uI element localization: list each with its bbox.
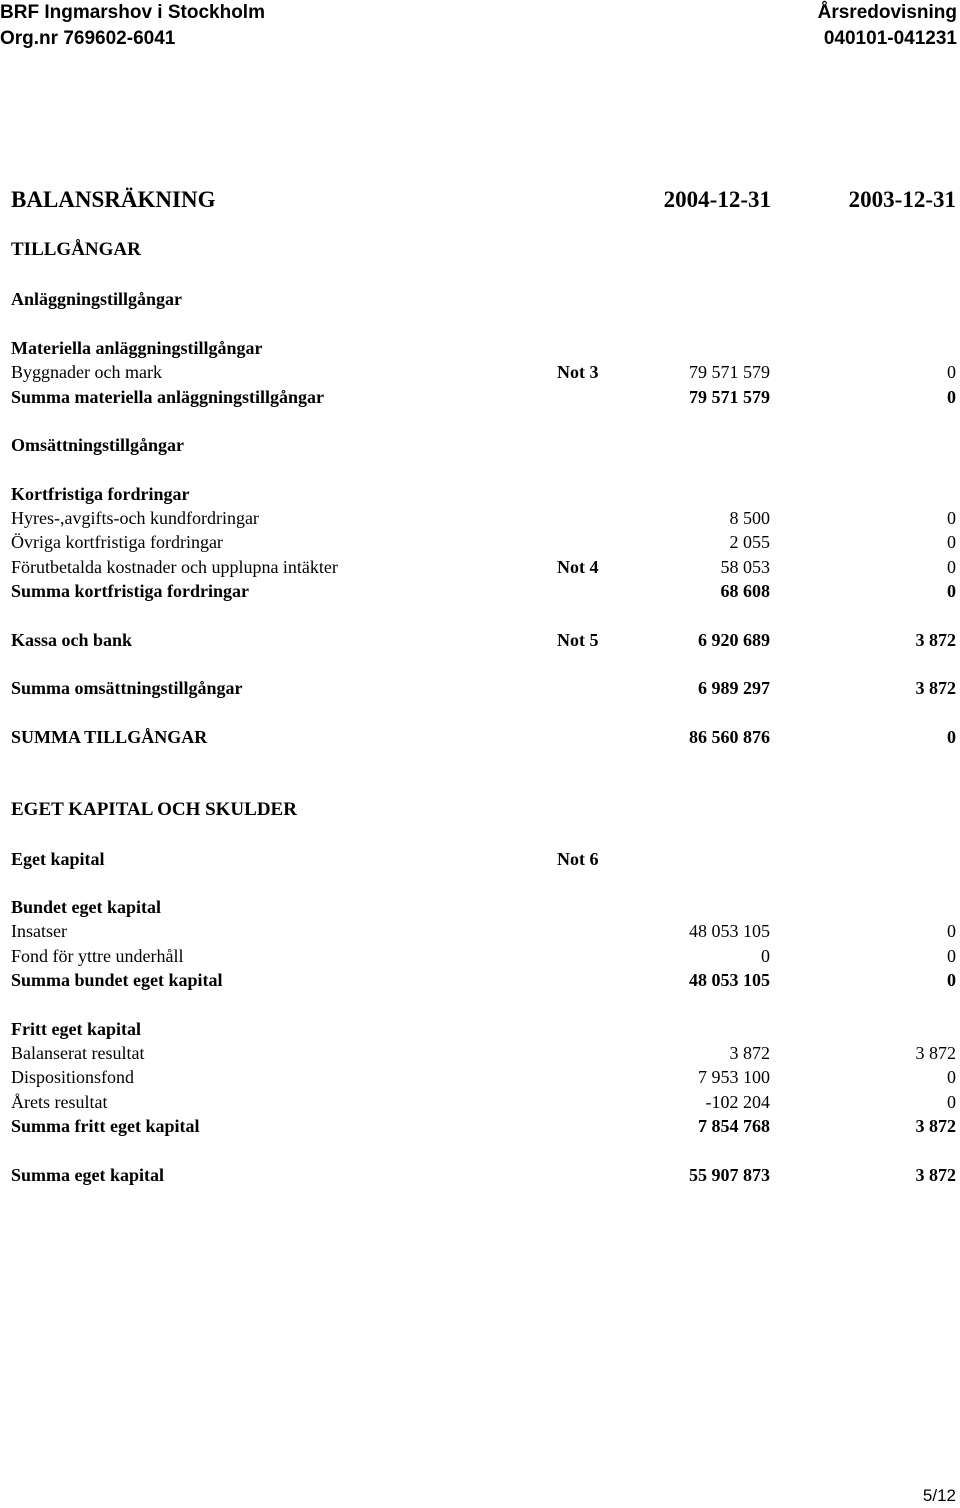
value-current-year: 2 055 xyxy=(729,532,770,552)
table-row xyxy=(11,361,956,383)
subtotal-row xyxy=(11,1115,956,1137)
row-label: Kassa och bank xyxy=(11,630,133,650)
note-reference: Not 6 xyxy=(557,849,599,869)
value-current-year: 6 989 297 xyxy=(698,678,770,698)
row-label: Materiella anläggningstillgångar xyxy=(11,338,263,358)
row-label: Summa omsättningstillgångar xyxy=(11,678,243,698)
note-reference: Not 5 xyxy=(557,630,599,650)
value-previous-year: 0 xyxy=(947,387,956,407)
row-label: Summa eget kapital xyxy=(11,1165,164,1185)
value-previous-year: 3 872 xyxy=(915,678,956,698)
row-label: SUMMA TILLGÅNGAR xyxy=(11,727,208,747)
subsection-heading-receivables xyxy=(11,483,956,505)
row-label: Övriga kortfristiga fordringar xyxy=(11,532,223,552)
total-row xyxy=(11,726,956,748)
row-label: Summa kortfristiga fordringar xyxy=(11,581,249,601)
column-header-current-year: 2004-12-31 xyxy=(663,187,771,212)
value-previous-year: 0 xyxy=(947,1092,956,1112)
balance-sheet-title: BALANSRÄKNING xyxy=(11,187,216,212)
value-current-year: 3 872 xyxy=(729,1043,770,1063)
value-previous-year: 3 872 xyxy=(915,1043,956,1063)
report-period: 040101-041231 xyxy=(823,28,957,49)
subtotal-row xyxy=(11,580,956,602)
row-label: Hyres-,avgifts-och kundfordringar xyxy=(11,508,259,528)
row-label: Kortfristiga fordringar xyxy=(11,484,190,504)
table-row xyxy=(11,556,956,578)
table-row xyxy=(11,1042,956,1064)
row-label: Insatser xyxy=(11,921,67,941)
value-previous-year: 0 xyxy=(947,532,956,552)
value-current-year: 7 854 768 xyxy=(698,1116,770,1136)
column-header-previous-year: 2003-12-31 xyxy=(848,187,956,212)
value-previous-year: 0 xyxy=(947,508,956,528)
value-previous-year: 0 xyxy=(947,946,956,966)
row-label: Summa fritt eget kapital xyxy=(11,1116,200,1136)
subsection-heading-tangible-assets xyxy=(11,337,956,359)
row-label: Förutbetalda kostnader och upplupna intäkter xyxy=(11,557,338,577)
subtotal-row xyxy=(11,677,956,699)
table-row xyxy=(11,1066,956,1088)
value-current-year: 55 907 873 xyxy=(689,1165,770,1185)
value-previous-year: 0 xyxy=(947,970,956,990)
value-current-year: -102 204 xyxy=(705,1092,770,1112)
row-label: Eget kapital xyxy=(11,849,105,869)
value-current-year: 8 500 xyxy=(729,508,770,528)
section-heading-fixed-assets xyxy=(11,288,956,310)
table-row xyxy=(11,1091,956,1113)
subsection-heading-restricted-equity xyxy=(11,896,956,918)
organization-name: BRF Ingmarshov i Stockholm xyxy=(0,2,265,23)
note-reference: Not 4 xyxy=(557,557,599,577)
value-previous-year: 3 872 xyxy=(915,1116,956,1136)
value-previous-year: 0 xyxy=(947,1067,956,1087)
value-previous-year: 3 872 xyxy=(915,1165,956,1185)
section-heading-equity xyxy=(11,848,956,870)
row-label: TILLGÅNGAR xyxy=(11,239,141,260)
value-current-year: 48 053 105 xyxy=(689,970,770,990)
section-heading-assets xyxy=(11,239,956,261)
table-row xyxy=(11,629,956,651)
row-label: Bundet eget kapital xyxy=(11,897,162,917)
row-label: Årets resultat xyxy=(11,1092,108,1112)
document-type: Årsredovisning xyxy=(817,2,957,23)
value-current-year: 86 560 876 xyxy=(689,727,770,747)
row-label: Fritt eget kapital xyxy=(11,1019,141,1039)
page-number: 5/12 xyxy=(922,1486,956,1505)
table-row xyxy=(11,920,956,942)
table-row xyxy=(11,945,956,967)
value-previous-year: 0 xyxy=(947,557,956,577)
value-current-year: 79 571 579 xyxy=(689,362,770,382)
value-previous-year: 3 872 xyxy=(915,630,956,650)
row-label: Fond för yttre underhåll xyxy=(11,946,184,966)
value-current-year: 48 053 105 xyxy=(689,921,770,941)
value-previous-year: 0 xyxy=(947,921,956,941)
total-row xyxy=(11,1164,956,1186)
row-label: Byggnader och mark xyxy=(11,362,162,382)
subsection-heading-unrestricted-equity xyxy=(11,1018,956,1040)
organization-number: Org.nr 769602-6041 xyxy=(0,28,176,49)
value-current-year: 6 920 689 xyxy=(698,630,770,650)
row-label: Summa bundet eget kapital xyxy=(11,970,223,990)
value-previous-year: 0 xyxy=(947,581,956,601)
subtotal-row xyxy=(11,386,956,408)
section-heading-current-assets xyxy=(11,434,956,456)
subtotal-row xyxy=(11,969,956,991)
row-label: EGET KAPITAL OCH SKULDER xyxy=(11,799,297,820)
value-previous-year: 0 xyxy=(947,727,956,747)
row-label: Anläggningstillgångar xyxy=(11,289,183,309)
value-previous-year: 0 xyxy=(947,362,956,382)
table-row xyxy=(11,507,956,529)
section-heading-equity-liabilities xyxy=(11,799,956,821)
row-label: Dispositionsfond xyxy=(11,1067,135,1087)
row-label: Omsättningstillgångar xyxy=(11,435,185,455)
row-label: Summa materiella anläggningstillgångar xyxy=(11,387,325,407)
value-current-year: 79 571 579 xyxy=(689,387,770,407)
note-reference: Not 3 xyxy=(557,362,599,382)
table-row xyxy=(11,531,956,553)
value-current-year: 68 608 xyxy=(720,581,770,601)
value-current-year: 0 xyxy=(761,946,770,966)
value-current-year: 58 053 xyxy=(720,557,770,577)
balance-sheet-title-row xyxy=(11,186,956,214)
row-label: Balanserat resultat xyxy=(11,1043,145,1063)
value-current-year: 7 953 100 xyxy=(698,1067,770,1087)
